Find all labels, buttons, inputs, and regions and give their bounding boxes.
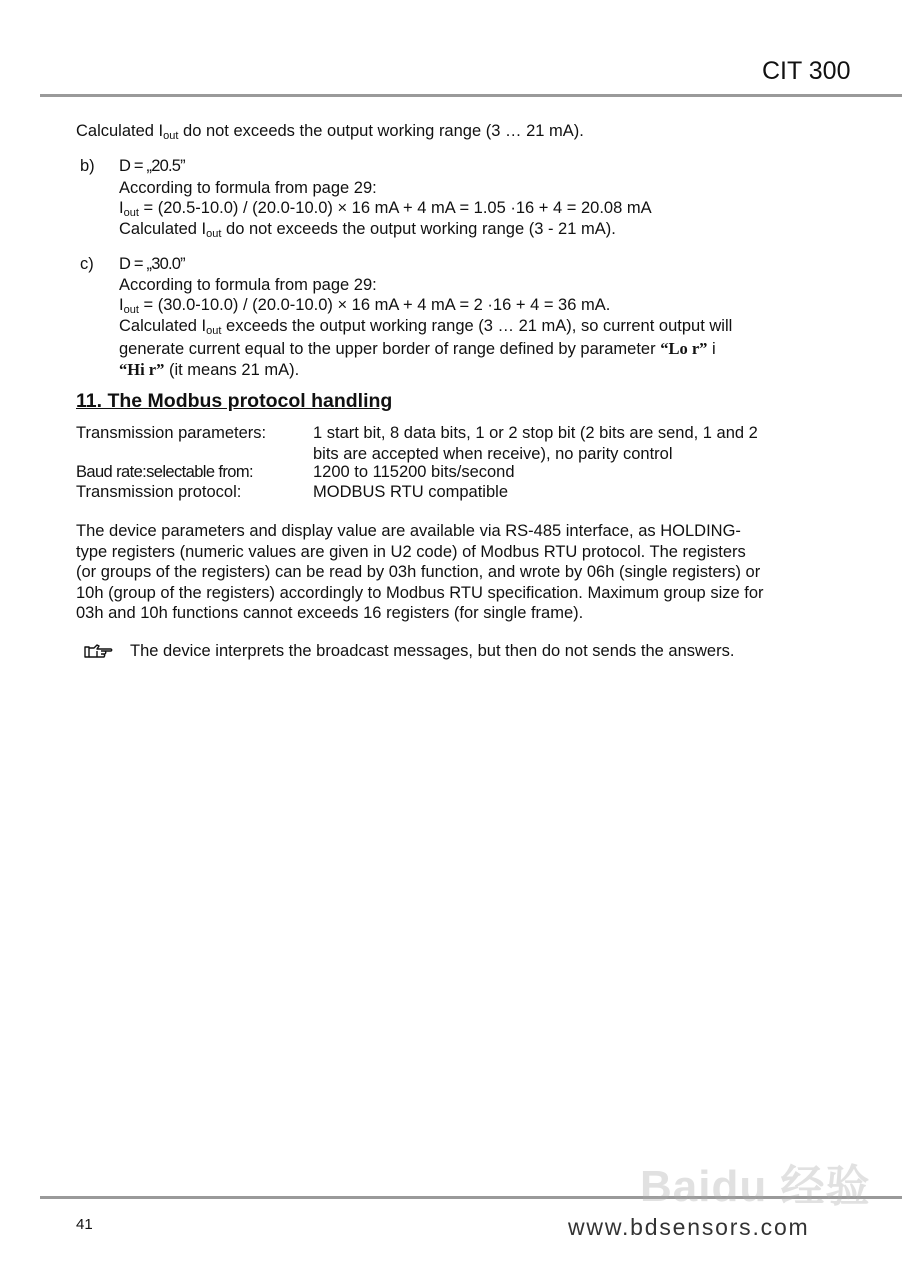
param-row2-value: 1200 to 115200 bits/second xyxy=(313,463,515,481)
body-paragraph xyxy=(76,521,846,624)
intro-line: Calculated $I_{out}$ do not exceeds the output working range (3 … 21 mA). xyxy=(76,122,584,142)
body-line: (or groups of the registers) can be read by 03h function, and wrote by 06h (single registers) or xyxy=(76,563,761,582)
section-heading: 11. The Modbus protocol handling xyxy=(76,390,393,412)
page-number: 41 xyxy=(76,1216,93,1233)
item-c-result-line3: “Hi r” (it means 21 mA). xyxy=(119,360,300,379)
body-line: 03h and 10h functions cannot exceeds 16 registers (for single frame). xyxy=(76,604,584,623)
param-row3-label: Transmission protocol: xyxy=(76,483,242,501)
item-c-formula-ref: According to formula from page 29: xyxy=(119,276,377,294)
body-line: type registers (numeric values are given in U2 code) of Modbus RTU protocol. The registers xyxy=(76,542,746,561)
param-row1-value-line1: 1 start bit, 8 data bits, 1 or 2 stop bit (2 bits are send, 1 and 2 xyxy=(313,424,758,442)
item-c-formula: $I_{out} = (30.0-10.0) / (20.0-10.0) \times 16$ mA + 4 mA = 2 ·16 + 4 = 36 mA. xyxy=(119,296,611,316)
pointing-hand-icon xyxy=(84,643,114,666)
param-row1-value-line2: bits are accepted when receive), no parity control xyxy=(313,445,673,463)
watermark: Baidu 经验 xyxy=(640,1162,871,1211)
header-rule xyxy=(40,94,902,97)
body-line: 10h (group of the registers) accordingly to Modbus RTU specification. Maximum group size for xyxy=(76,583,764,602)
param-row3-value: MODBUS RTU compatible xyxy=(313,483,508,501)
param-row2-label: Baud rate:selectable from: xyxy=(76,463,254,481)
website-url: www.bdsensors.com xyxy=(568,1214,810,1240)
note-text: The device interprets the broadcast messages, but then do not sends the answers. xyxy=(130,642,735,660)
item-c-d-value: D = „30.0” xyxy=(119,255,185,273)
item-c-result-line2: generate current equal to the upper border of range defined by parameter “Lo r” i xyxy=(119,339,716,358)
param-row1-label: Transmission parameters: xyxy=(76,424,267,442)
param-hi-r: “Hi r” xyxy=(119,360,165,379)
item-b-d-value: D = „20.5” xyxy=(119,157,185,175)
item-b-result: Calculated $I_{out}$ do not exceeds the output working range (3 - 21 mA). xyxy=(119,220,616,240)
item-b-formula-ref: According to formula from page 29: xyxy=(119,179,377,197)
body-line: The device parameters and display value are available via RS-485 interface, as HOLDING- xyxy=(76,522,741,540)
item-b-label: b) xyxy=(80,157,95,175)
param-lo-r: “Lo r” xyxy=(660,339,708,358)
item-c-label: c) xyxy=(80,255,94,273)
item-b-formula: $I_{out} = (20.5-10.0) / (20.0-10.0) \times 16$ mA + 4 mA = 1.05 ·16 + 4 = 20.08 mA xyxy=(119,199,652,219)
document-title: CIT 300 xyxy=(762,57,851,85)
item-c-result-line1: Calculated $I_{out}$ exceeds the output working range (3 … 21 mA), so current output will xyxy=(119,317,733,337)
